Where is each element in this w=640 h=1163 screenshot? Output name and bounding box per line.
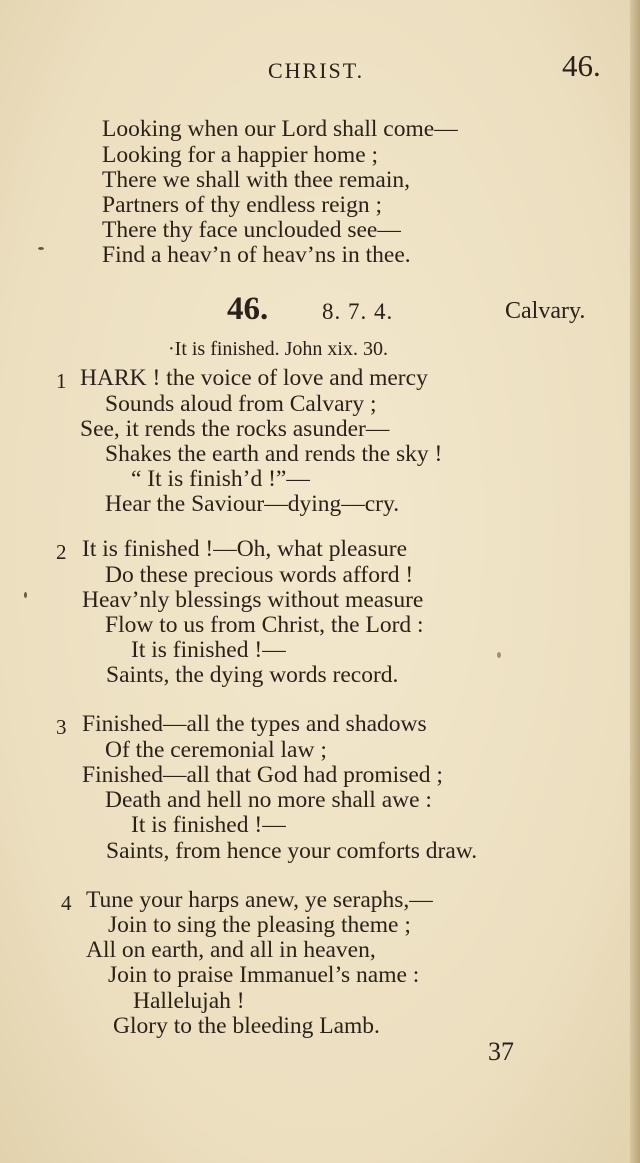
verse-line: Of the ceremonial law ; (105, 737, 327, 763)
hymn-number: 46. (227, 291, 269, 327)
running-title: CHRIST. (268, 58, 365, 83)
verse-line: See, it rends the rocks asunder— (80, 416, 390, 442)
verse-line: There we shall with thee remain, (102, 167, 410, 193)
verse-line: It is finished !—Oh, what pleasure (82, 536, 408, 562)
ink-speck (38, 247, 44, 250)
verse-line: Flow to us from Christ, the Lord : (105, 612, 424, 638)
tune-name: Calvary. (505, 298, 586, 324)
stanza-number: 1 (56, 369, 67, 393)
verse-line: Do these precious words afford ! (105, 562, 414, 588)
ink-speck (497, 652, 501, 658)
verse-line: It is finished !— (131, 637, 286, 663)
verse-line: Find a heav’n of heav’ns in thee. (102, 242, 411, 268)
verse-line: All on earth, and all in heaven, (86, 937, 376, 963)
scripture-epigraph: ·It is finished. John xix. 30. (168, 338, 388, 360)
verse-line: Heav’nly blessings without measure (82, 587, 424, 613)
verse-line: Saints, the dying words record. (106, 662, 399, 688)
verse-line: Partners of thy endless reign ; (102, 192, 382, 218)
ink-speck (24, 592, 27, 598)
verse-line: “ It is finish’d !”— (131, 466, 310, 492)
page-edge (630, 0, 640, 1163)
verse-line: Glory to the bleeding Lamb. (113, 1013, 380, 1039)
verse-line: Hear the Saviour—dying—cry. (105, 491, 400, 517)
stanza-number: 3 (56, 715, 67, 739)
folio-number: 37 (488, 1037, 514, 1066)
verse-line: There thy face unclouded see— (102, 217, 401, 243)
verse-line: Finished—all that God had promised ; (82, 762, 443, 788)
stanza-number: 4 (61, 891, 72, 915)
verse-line: Shakes the earth and rends the sky ! (105, 441, 443, 467)
verse-line: Tune your harps anew, ye seraphs,— (86, 887, 433, 913)
verse-line: Join to sing the pleasing theme ; (108, 912, 411, 938)
verse-line: Looking for a happier home ; (102, 142, 379, 168)
page-number: 46. (562, 48, 601, 83)
verse-line: Finished—all the types and shadows (82, 711, 427, 737)
verse-line: HARK ! the voice of love and mercy (80, 365, 428, 391)
stanza-number: 2 (56, 540, 67, 564)
hymn-meter: 8. 7. 4. (322, 299, 394, 324)
verse-line: Hallelujah ! (133, 988, 245, 1014)
verse-line: Death and hell no more shall awe : (105, 787, 432, 813)
verse-line: Looking when our Lord shall come— (102, 116, 458, 142)
verse-line: Saints, from hence your comforts draw. (106, 838, 478, 864)
verse-line: It is finished !— (131, 812, 286, 838)
verse-line: Join to praise Immanuel’s name : (108, 962, 420, 988)
verse-line: Sounds aloud from Calvary ; (105, 391, 377, 417)
